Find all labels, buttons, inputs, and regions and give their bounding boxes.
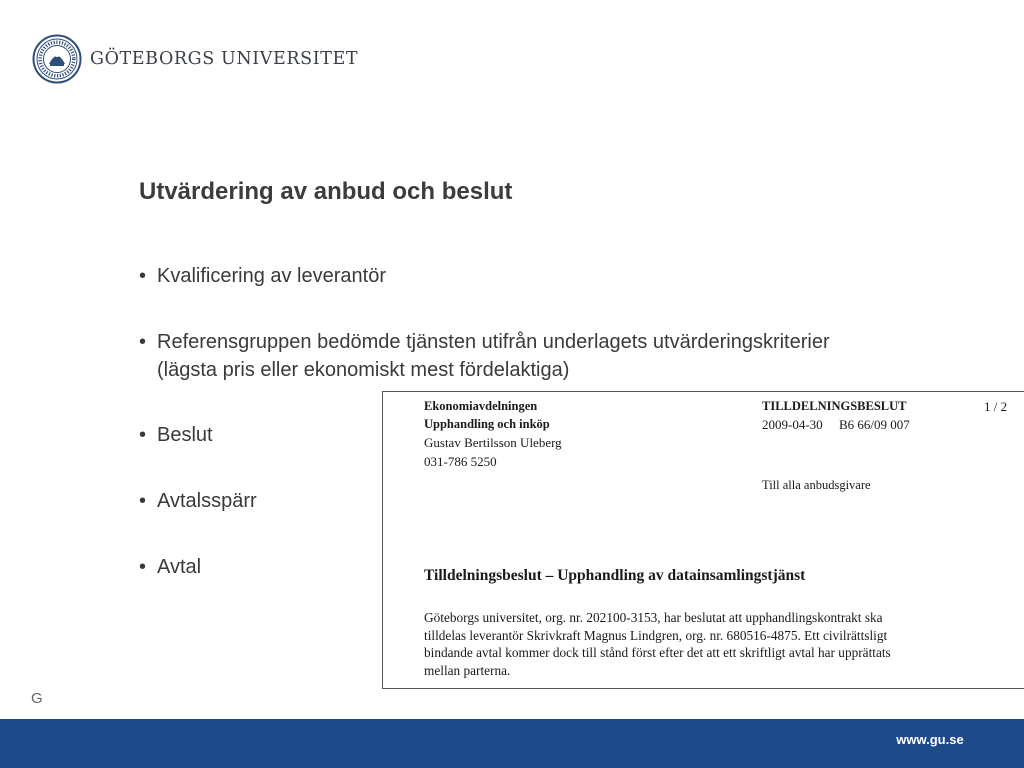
doc-department: Ekonomiavdelningen: [424, 399, 538, 413]
doc-type: TILLDELNINGSBESLUT: [762, 399, 907, 413]
bullet-item: • Kvalificering av leverantör: [139, 262, 386, 290]
header: [32, 33, 358, 85]
footer-bar: [0, 719, 1024, 768]
doc-recipient: Till alla anbudsgivare: [762, 478, 871, 492]
university-name: GÖTEBORGS UNIVERSITET: [90, 49, 359, 69]
bullet-item: • Beslut: [139, 421, 213, 449]
doc-body: Göteborgs universitet, org. nr. 202100-3153, har beslutat att upphandlingskontrakt ska tilldelas leverantör Skrivkraft Magnus Lindgren, org. nr. 680516-4875. Ett civilrättsligt bindande avtal kommer dock till stånd först efter det att ett skriftligt avtal har upprättats mellan parterna.: [424, 610, 891, 678]
doc-unit: Upphandling och inköp: [424, 417, 550, 431]
slide-title: Utvärdering av anbud och beslut: [139, 178, 513, 205]
decision-document-image: [382, 391, 1024, 689]
doc-date: 2009-04-30: [762, 417, 823, 432]
bullet-item: • Avtal: [139, 553, 201, 581]
footer-mark: G: [31, 690, 43, 707]
university-seal-icon: [32, 34, 82, 84]
footer-url-link[interactable]: www.gu.se: [896, 732, 964, 747]
doc-reference: B6 66/09 007: [839, 417, 910, 432]
bullet-item: • Avtalsspärr: [139, 487, 257, 515]
doc-page-number: 1 / 2: [984, 399, 1008, 414]
doc-contact-name: Gustav Bertilsson Uleberg: [424, 435, 562, 450]
doc-heading: Tilldelningsbeslut – Upphandling av datainsamlingstjänst: [424, 567, 806, 584]
doc-phone: 031-786 5250: [424, 454, 497, 469]
bullet-item: • Referensgruppen bedömde tjänsten utifrån underlagets utvärderingskriterier (lägsta pris eller ekonomiskt mest fördelaktiga): [139, 328, 859, 384]
